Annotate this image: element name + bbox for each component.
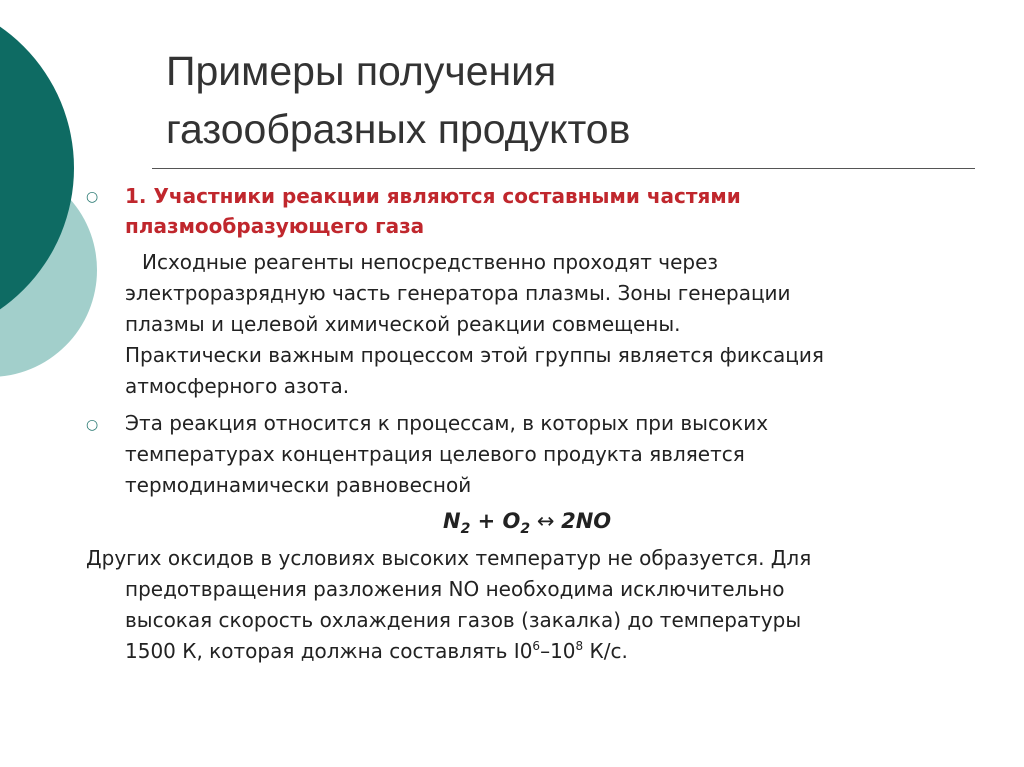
slide-title — [166, 42, 966, 158]
paragraph-line-4-suffix: К/с. — [583, 639, 628, 663]
paragraph-line-2: предотвращения разложения NO необходима исключительно — [125, 577, 785, 601]
paragraph-line-3: высокая скорость охлаждения газов (закалка) до температуры — [125, 608, 802, 632]
bullet-marker-1: ○ — [86, 189, 99, 205]
title-line-2: газообразных продуктов — [166, 106, 631, 152]
paragraph-line-4-prefix: 1500 К, которая должна составлять I0 — [125, 639, 533, 663]
paragraph-line-1: Других оксидов в условиях высоких температур не образуется. Для — [86, 546, 812, 570]
bullet-1-body-line-5: атмосферного азота. — [125, 374, 350, 398]
title-divider — [152, 168, 975, 169]
bullet-marker-2: ○ — [86, 417, 99, 433]
exponent-6: 6 — [532, 639, 541, 653]
bullet-2-line-2: температурах концентрация целевого продукта является — [125, 442, 745, 466]
equation-n: N — [443, 509, 461, 533]
equation-arrow: ↔ — [530, 509, 562, 533]
bullet-2-line-3: термодинамически равновесной — [125, 473, 472, 497]
bullet-1-body-line-3: плазмы и целевой химической реакции совмещены. — [125, 312, 681, 336]
bullet-1-heading-line-1: 1. Участники реакции являются составными частями — [125, 184, 741, 208]
exponent-8: 8 — [575, 639, 584, 653]
bullet-1-body-line-2: электроразрядную часть генератора плазмы. Зоны генерации — [125, 281, 791, 305]
equation-o-subscript: 2 — [520, 521, 531, 537]
equation-product: 2NO — [561, 509, 612, 533]
bullet-1-body-line-1: Исходные реагенты непосредственно проходят через — [142, 250, 719, 274]
equation-plus-o: + O — [470, 509, 521, 533]
reaction-equation — [443, 506, 611, 536]
bullet-1-body-line-4: Практически важным процессом этой группы является фиксация — [125, 343, 824, 367]
paragraph-line-4-mid: –10 — [540, 639, 576, 663]
bullet-1-heading-line-2: плазмообразующего газа — [125, 214, 425, 238]
equation-n-subscript: 2 — [460, 521, 471, 537]
paragraph-line-4 — [125, 636, 628, 666]
bullet-2-line-1: Эта реакция относится к процессам, в которых при высоких — [125, 411, 769, 435]
title-line-1: Примеры получения — [166, 48, 557, 94]
